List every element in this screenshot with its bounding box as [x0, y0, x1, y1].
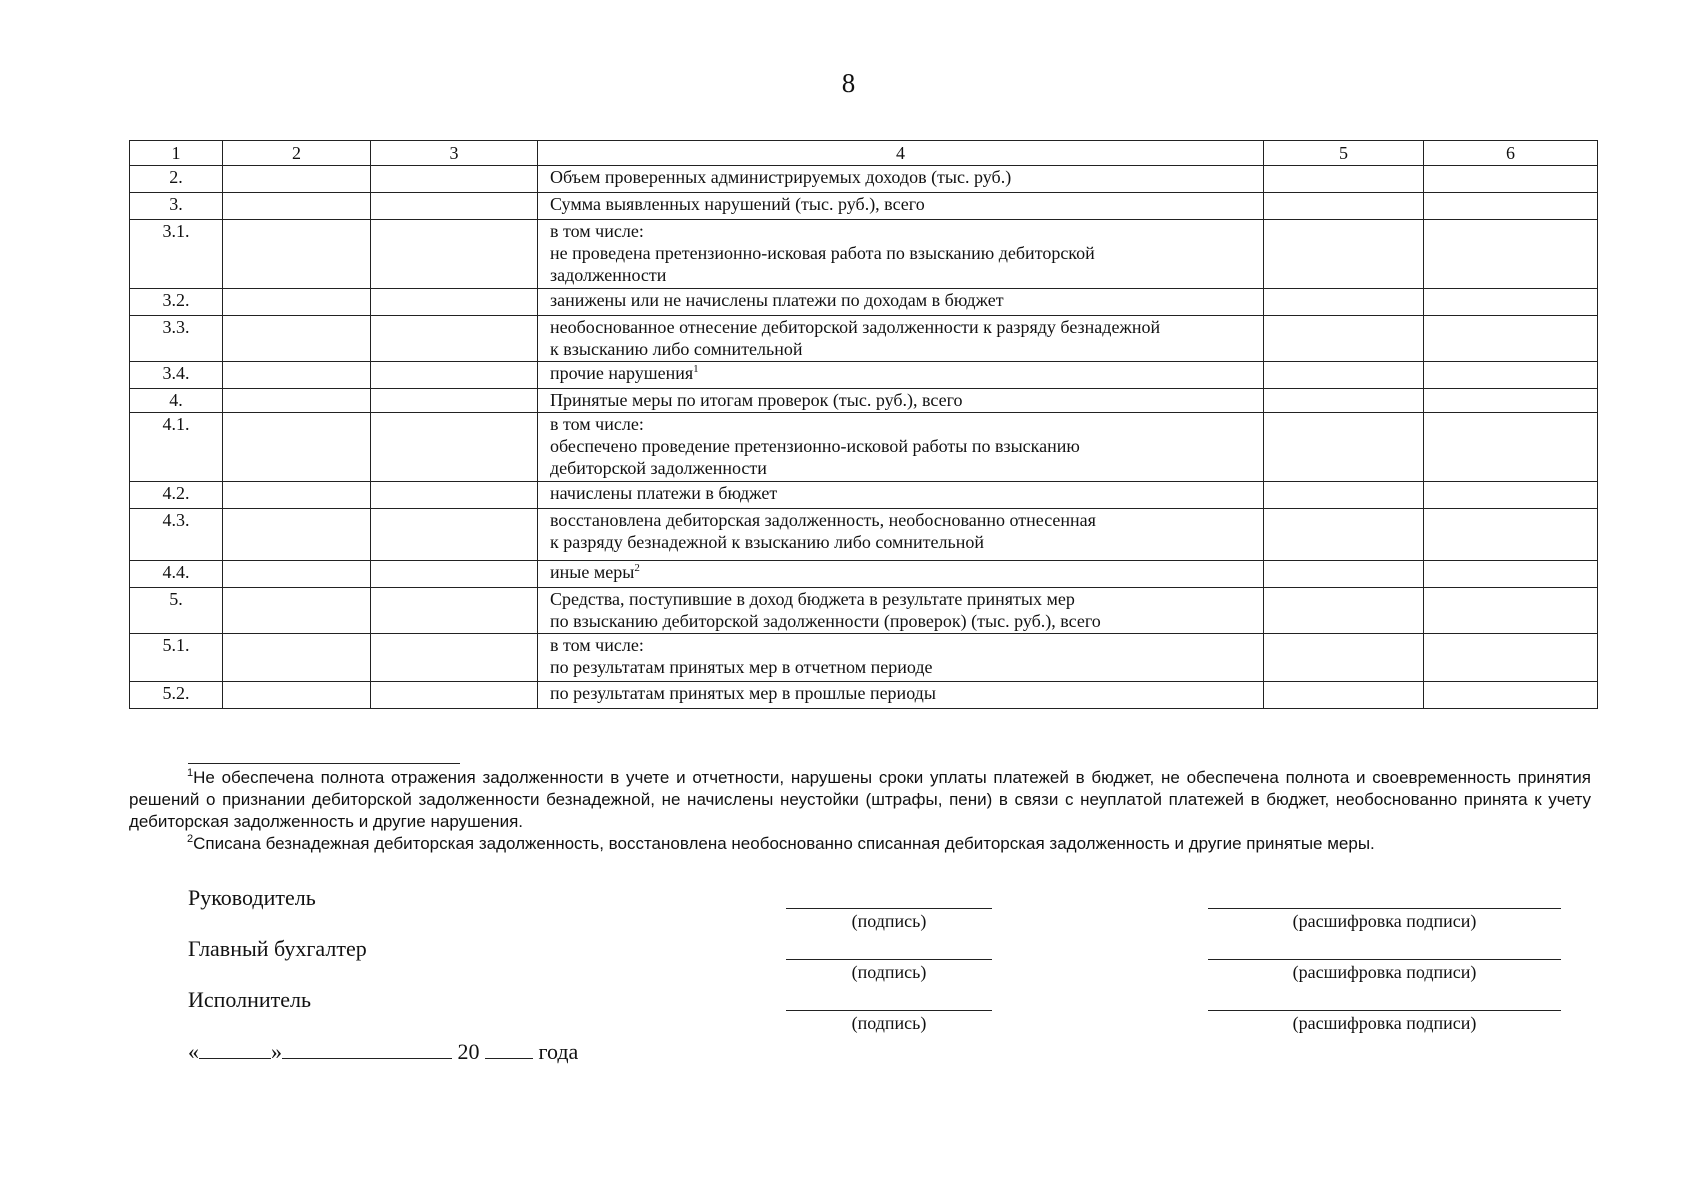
empty-cell-col3 [371, 220, 538, 289]
date-month-blank [282, 1040, 452, 1059]
empty-cell-col2 [223, 682, 371, 709]
footnote-reference: 2 [634, 562, 640, 574]
table-row [130, 193, 1598, 220]
table-row [130, 634, 1598, 682]
row-description-cell [538, 413, 1264, 482]
row-number-cell: 3.2. [130, 289, 223, 316]
empty-cell-col3 [371, 482, 538, 509]
head-signature-caption: (подпись) [851, 911, 927, 931]
empty-cell-col3 [371, 509, 538, 561]
empty-cell-col3 [371, 289, 538, 316]
table-row [130, 509, 1598, 561]
table-row [130, 389, 1598, 413]
empty-cell-col2 [223, 166, 371, 193]
table-row [130, 166, 1598, 193]
table-body [130, 166, 1598, 709]
description-text: Объем проверенных администрируемых доходов (тыс. руб.) [550, 167, 1012, 187]
table-row [130, 482, 1598, 509]
footnote-2-mark: 2 [187, 833, 194, 845]
description-line [550, 166, 1251, 188]
empty-cell-col5 [1264, 413, 1424, 482]
description-line [550, 656, 1251, 678]
empty-cell-col2 [223, 289, 371, 316]
description-line [550, 193, 1251, 215]
empty-cell-col3 [371, 588, 538, 634]
empty-cell-col2 [223, 509, 371, 561]
description-line [550, 531, 1251, 553]
table-row [130, 561, 1598, 588]
row-description-cell [538, 482, 1264, 509]
description-text: не проведена претензионно-исковая работа по взысканию дебиторской [550, 243, 1095, 263]
row-number-cell: 3. [130, 193, 223, 220]
description-line [550, 610, 1251, 632]
description-line [550, 242, 1251, 264]
accountant-signature-caption: (подпись) [851, 962, 927, 982]
description-line [550, 509, 1251, 531]
table-row [130, 316, 1598, 362]
empty-cell-col5 [1264, 561, 1424, 588]
executor-signature-line [786, 1010, 992, 1011]
description-text: в том числе: [550, 414, 644, 434]
empty-cell-col6 [1424, 634, 1598, 682]
footnotes [129, 767, 1591, 855]
table-row [130, 682, 1598, 709]
footnote-1-mark: 1 [187, 767, 194, 779]
footnote-1 [129, 767, 1591, 833]
empty-cell-col6 [1424, 362, 1598, 389]
empty-cell-col2 [223, 634, 371, 682]
row-number-cell: 2. [130, 166, 223, 193]
description-line [550, 457, 1251, 479]
description-text: в том числе: [550, 635, 644, 655]
description-text: Средства, поступившие в доход бюджета в результате принятых мер [550, 589, 1075, 609]
description-line [550, 482, 1251, 504]
empty-cell-col3 [371, 316, 538, 362]
empty-cell-col6 [1424, 316, 1598, 362]
empty-cell-col2 [223, 389, 371, 413]
empty-cell-col5 [1264, 509, 1424, 561]
date-open-quote: « [188, 1039, 199, 1064]
empty-cell-col5 [1264, 316, 1424, 362]
description-text: необоснованное отнесение дебиторской задолженности к разряду безнадежной [550, 317, 1161, 337]
empty-cell-col6 [1424, 509, 1598, 561]
empty-cell-col3 [371, 561, 538, 588]
table-row [130, 289, 1598, 316]
empty-cell-col6 [1424, 561, 1598, 588]
row-description-cell [538, 389, 1264, 413]
description-text: к разряду безнадежной к взысканию либо сомнительной [550, 532, 984, 552]
empty-cell-col6 [1424, 166, 1598, 193]
row-number-cell: 4.2. [130, 482, 223, 509]
description-text: обеспечено проведение претензионно-исковой работы по взысканию [550, 436, 1080, 456]
date-century: 20 [457, 1039, 480, 1064]
empty-cell-col3 [371, 682, 538, 709]
description-text: к взысканию либо сомнительной [550, 339, 803, 359]
description-text: начислены платежи в бюджет [550, 483, 778, 503]
description-text: дебиторской задолженности [550, 458, 767, 478]
empty-cell-col2 [223, 193, 371, 220]
description-line [550, 362, 1251, 384]
row-number-cell: 3.3. [130, 316, 223, 362]
empty-cell-col2 [223, 482, 371, 509]
date-suffix: года [538, 1039, 579, 1064]
empty-cell-col5 [1264, 289, 1424, 316]
row-number-cell: 3.4. [130, 362, 223, 389]
description-line [550, 316, 1251, 338]
column-header-4: 4 [538, 141, 1264, 166]
description-text: занижены или не начислены платежи по доходам в бюджет [550, 290, 1004, 310]
row-description-cell [538, 509, 1264, 561]
description-line [550, 413, 1251, 435]
empty-cell-col3 [371, 362, 538, 389]
empty-cell-col2 [223, 561, 371, 588]
empty-cell-col6 [1424, 289, 1598, 316]
column-header-5: 5 [1264, 141, 1424, 166]
row-description-cell [538, 588, 1264, 634]
row-number-cell: 4. [130, 389, 223, 413]
page-number: 8 [841, 68, 856, 98]
empty-cell-col2 [223, 316, 371, 362]
empty-cell-col6 [1424, 588, 1598, 634]
row-description-cell [538, 289, 1264, 316]
empty-cell-col6 [1424, 193, 1598, 220]
empty-cell-col3 [371, 413, 538, 482]
empty-cell-col6 [1424, 682, 1598, 709]
executor-decode-caption: (расшифровка подписи) [1292, 1013, 1477, 1033]
row-number-cell: 5. [130, 588, 223, 634]
description-line [550, 220, 1251, 242]
row-description-cell [538, 220, 1264, 289]
date-line [188, 1039, 578, 1065]
head-label: Руководитель [188, 885, 316, 910]
empty-cell-col5 [1264, 389, 1424, 413]
footnote-2-text: Списана безнадежная дебиторская задолженность, восстановлена необоснованно списанная дебиторская задолженность и другие принятые меры. [193, 834, 1375, 853]
description-text: восстановлена дебиторская задолженность, необоснованно отнесенная [550, 510, 1096, 530]
column-header-6: 6 [1424, 141, 1598, 166]
row-number-cell: 5.1. [130, 634, 223, 682]
row-number-cell: 4.1. [130, 413, 223, 482]
empty-cell-col6 [1424, 389, 1598, 413]
empty-cell-col2 [223, 413, 371, 482]
description-line [550, 389, 1251, 411]
empty-cell-col3 [371, 166, 538, 193]
empty-cell-col6 [1424, 482, 1598, 509]
description-text: прочие нарушения [550, 363, 694, 383]
footnote-reference: 1 [693, 363, 699, 375]
table-row [130, 588, 1598, 634]
description-text: по результатам принятых мер в отчетном периоде [550, 657, 933, 677]
empty-cell-col5 [1264, 682, 1424, 709]
accountant-label: Главный бухгалтер [188, 936, 367, 961]
description-line [550, 682, 1251, 704]
row-number-cell: 5.2. [130, 682, 223, 709]
footnote-separator [188, 763, 460, 764]
head-decode-caption: (расшифровка подписи) [1292, 911, 1477, 931]
description-line [550, 264, 1251, 286]
empty-cell-col5 [1264, 220, 1424, 289]
row-description-cell [538, 634, 1264, 682]
date-close-quote: » [271, 1039, 282, 1064]
empty-cell-col5 [1264, 588, 1424, 634]
description-text: задолженности [550, 265, 667, 285]
row-number-cell: 3.1. [130, 220, 223, 289]
empty-cell-col5 [1264, 482, 1424, 509]
executor-label: Исполнитель [188, 987, 312, 1012]
empty-cell-col3 [371, 634, 538, 682]
accountant-signature-line [786, 959, 992, 960]
column-header-1: 1 [130, 141, 223, 166]
date-year-blank [485, 1040, 533, 1059]
row-description-cell [538, 362, 1264, 389]
empty-cell-col6 [1424, 220, 1598, 289]
row-description-cell [538, 166, 1264, 193]
report-table [129, 140, 1598, 709]
column-header-2: 2 [223, 141, 371, 166]
empty-cell-col3 [371, 193, 538, 220]
row-number-cell: 4.3. [130, 509, 223, 561]
description-line [550, 435, 1251, 457]
description-text: по взысканию дебиторской задолженности (проверок) (тыс. руб.), всего [550, 611, 1101, 631]
description-line [550, 561, 1251, 583]
description-line [550, 634, 1251, 656]
description-text: по результатам принятых мер в прошлые периоды [550, 683, 936, 703]
description-line [550, 588, 1251, 610]
empty-cell-col5 [1264, 166, 1424, 193]
empty-cell-col5 [1264, 634, 1424, 682]
description-line [550, 289, 1251, 311]
table-row [130, 413, 1598, 482]
description-text: Принятые меры по итогам проверок (тыс. руб.), всего [550, 390, 963, 410]
row-description-cell [538, 561, 1264, 588]
empty-cell-col6 [1424, 413, 1598, 482]
empty-cell-col3 [371, 389, 538, 413]
description-line [550, 338, 1251, 360]
row-description-cell [538, 316, 1264, 362]
table-header-row [130, 141, 1598, 166]
table-row [130, 220, 1598, 289]
row-description-cell [538, 193, 1264, 220]
empty-cell-col5 [1264, 193, 1424, 220]
accountant-decode-line [1208, 959, 1561, 960]
footnote-1-text: Не обеспечена полнота отражения задолженности в учете и отчетности, нарушены сроки уплаты платежей в бюджет, не обеспечена полнота и своевременность принятия решений о признании дебиторской задолженности безнадежной, не начислены неустойки (штрафы, пени) в связи с неуплатой платежей в бюджет, необоснованно принята к учету дебиторская задолженность и другие нарушения. [129, 768, 1591, 831]
empty-cell-col5 [1264, 362, 1424, 389]
executor-signature-caption: (подпись) [851, 1013, 927, 1033]
head-decode-line [1208, 908, 1561, 909]
empty-cell-col2 [223, 588, 371, 634]
empty-cell-col2 [223, 362, 371, 389]
head-signature-line [786, 908, 992, 909]
date-day-blank [199, 1040, 271, 1059]
description-text: Сумма выявленных нарушений (тыс. руб.), всего [550, 194, 925, 214]
description-text: в том числе: [550, 221, 644, 241]
footnote-2 [129, 833, 1591, 855]
row-number-cell: 4.4. [130, 561, 223, 588]
executor-decode-line [1208, 1010, 1561, 1011]
empty-cell-col2 [223, 220, 371, 289]
column-header-3: 3 [371, 141, 538, 166]
description-text: иные меры [550, 562, 635, 582]
table-row [130, 362, 1598, 389]
accountant-decode-caption: (расшифровка подписи) [1292, 962, 1477, 982]
row-description-cell [538, 682, 1264, 709]
